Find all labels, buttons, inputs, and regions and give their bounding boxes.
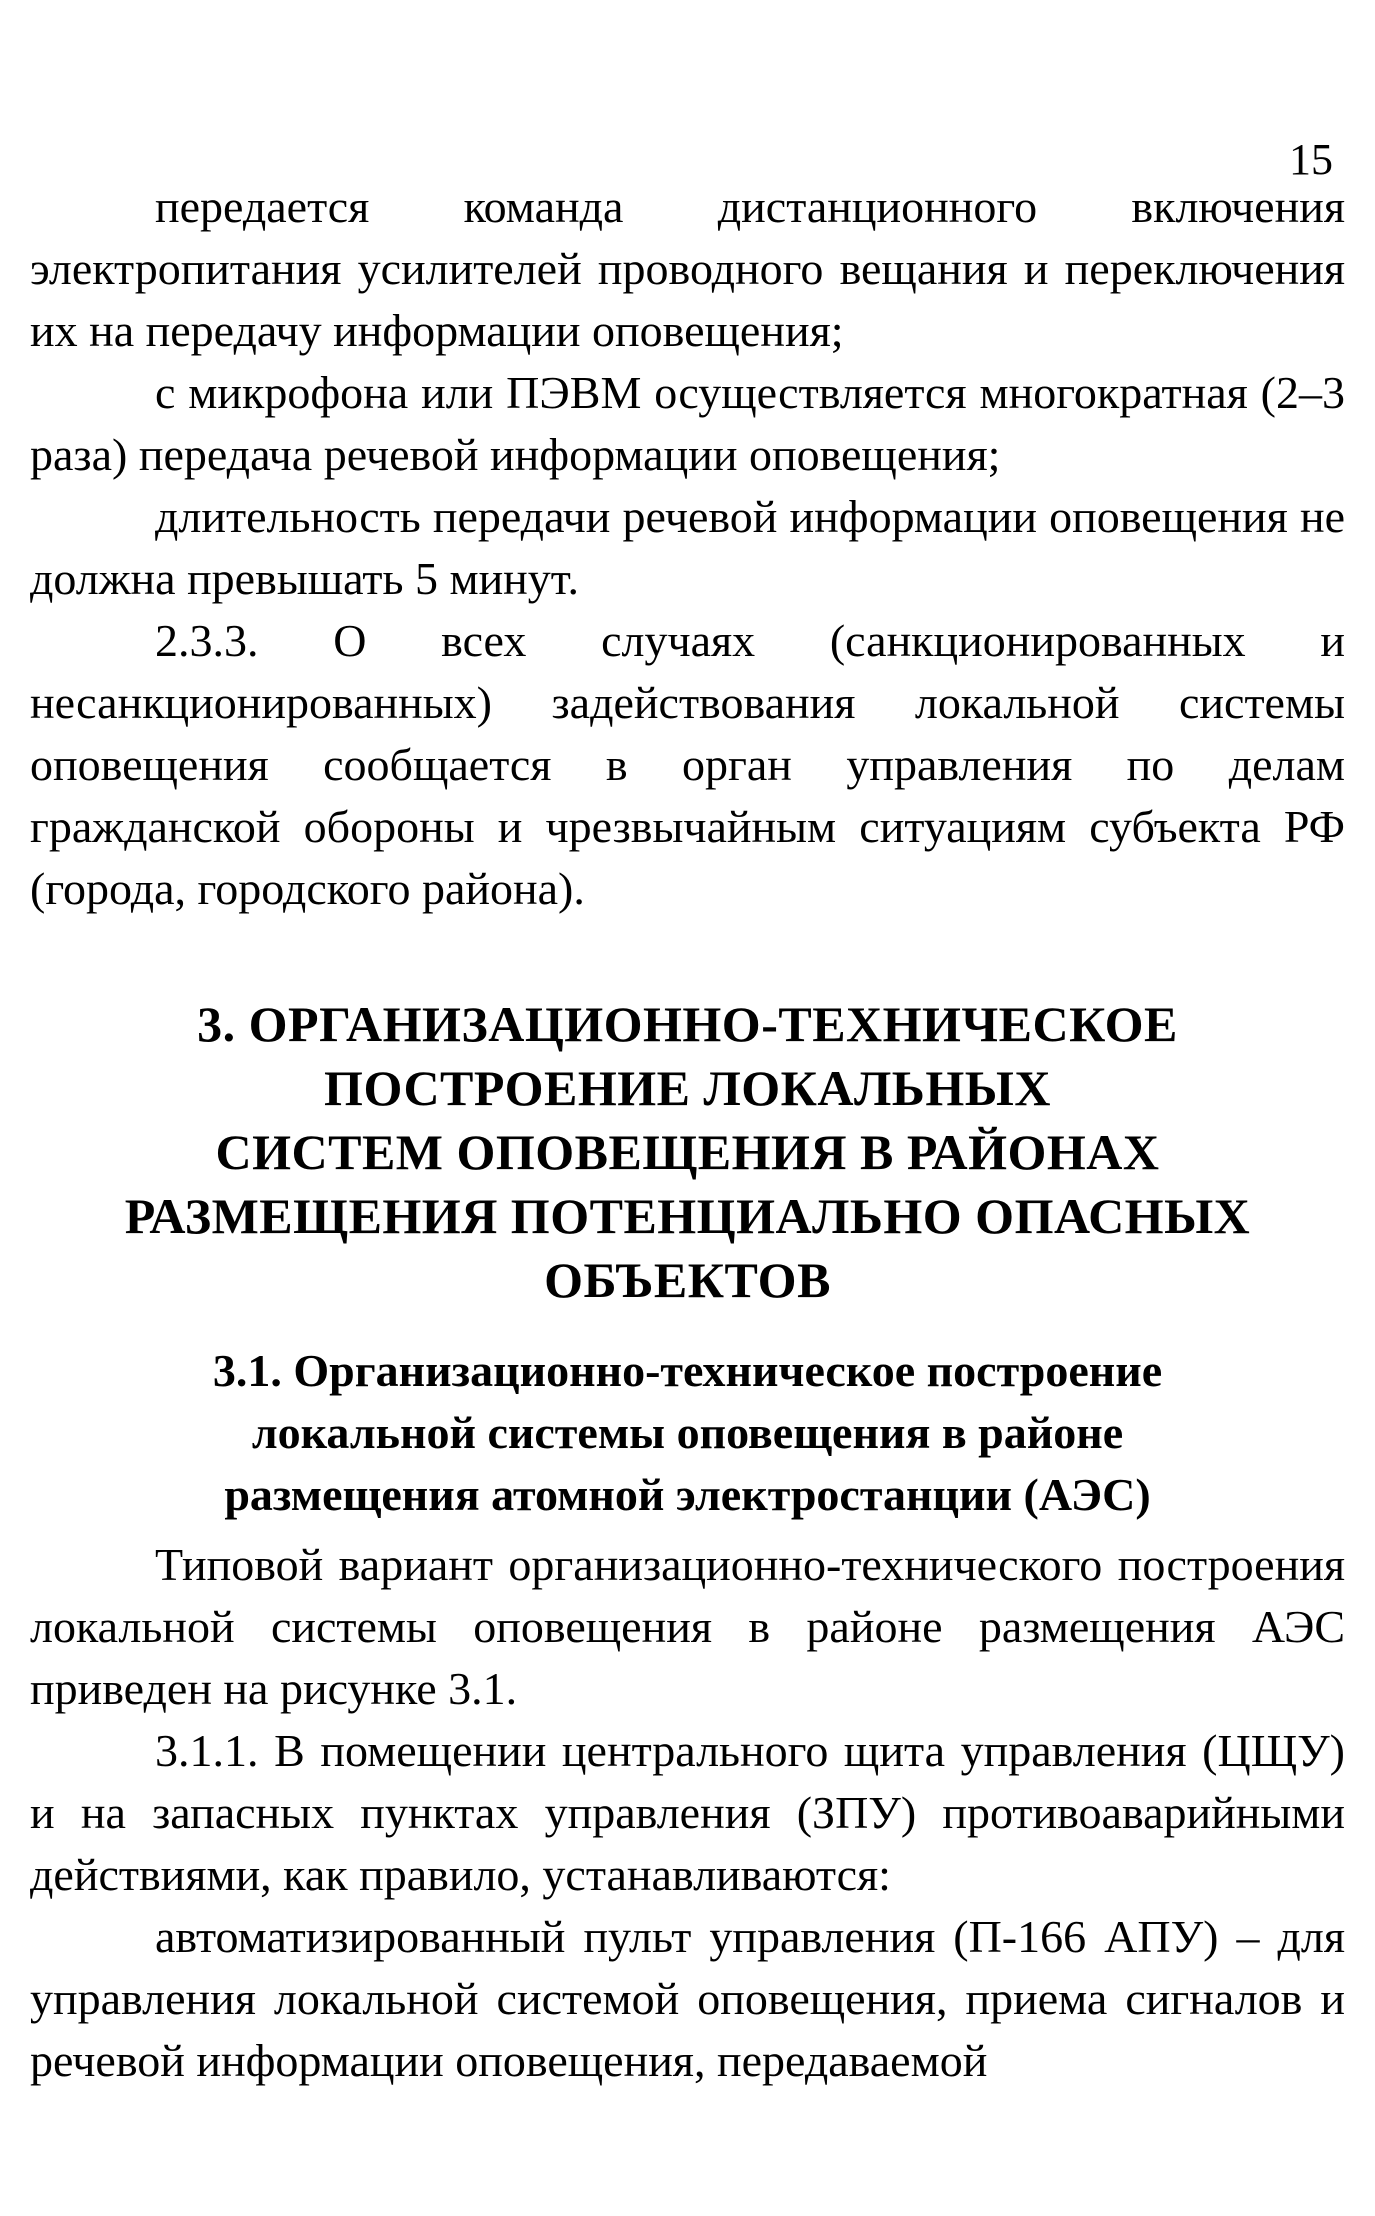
paragraph: длительность передачи речевой информации оповещения не должна превышать 5 минут. — [30, 491, 1345, 604]
paragraph: 3.1.1. В помещении центрального щита управления (ЦЩУ) и на запасных пунктах управления (ЗПУ) противоаварийными действиями, как правило, устанавливаются: — [30, 1725, 1345, 1900]
section-heading-line: 3. ОРГАНИЗАЦИОННО-ТЕХНИЧЕСКОЕ — [197, 996, 1178, 1052]
top-text-block — [30, 176, 1345, 920]
paragraph: автоматизированный пульт управления (П-166 АПУ) – для управления локальной системой оповещения, приема сигналов и речевой информации оповещения, передаваемой — [30, 1911, 1345, 2086]
paragraph: Типовой вариант организационно-технического построения локальной системы оповещения в районе размещения АЭС приведен на рисунке 3.1. — [30, 1539, 1345, 1714]
subsection-heading — [30, 1340, 1345, 1526]
section-heading-line: ПОСТРОЕНИЕ ЛОКАЛЬНЫХ — [324, 1060, 1051, 1116]
section-heading-line: ОБЪЕКТОВ — [544, 1252, 831, 1308]
section-heading-line: СИСТЕМ ОПОВЕЩЕНИЯ В РАЙОНАХ — [215, 1124, 1160, 1180]
subsection-heading-line: 3.1. Организационно-техническое построение — [212, 1345, 1163, 1396]
page-number: 15 — [1289, 135, 1333, 184]
section-heading-line: РАЗМЕЩЕНИЯ ПОТЕНЦИАЛЬНО ОПАСНЫХ — [124, 1188, 1251, 1244]
paragraph: 2.3.3. О всех случаях (санкционированных и несанкционированных) задействования локальной системы оповещения сообщается в орган управления по делам гражданской обороны и чрезвычайным ситуациям субъекта РФ (города, городского района). — [30, 615, 1345, 914]
paragraph: передается команда дистанционного включения электропитания усилителей проводного вещания и переключения их на передачу информации оповещения; — [30, 181, 1345, 356]
section-heading — [30, 992, 1345, 1312]
bottom-text-block — [30, 1534, 1345, 2092]
subsection-heading-line: размещения атомной электростанции (АЭС) — [224, 1469, 1151, 1520]
paragraph: с микрофона или ПЭВМ осуществляется многократная (2–3 раза) передача речевой информации оповещения; — [30, 367, 1345, 480]
subsection-heading-line: локальной системы оповещения в районе — [251, 1407, 1124, 1458]
